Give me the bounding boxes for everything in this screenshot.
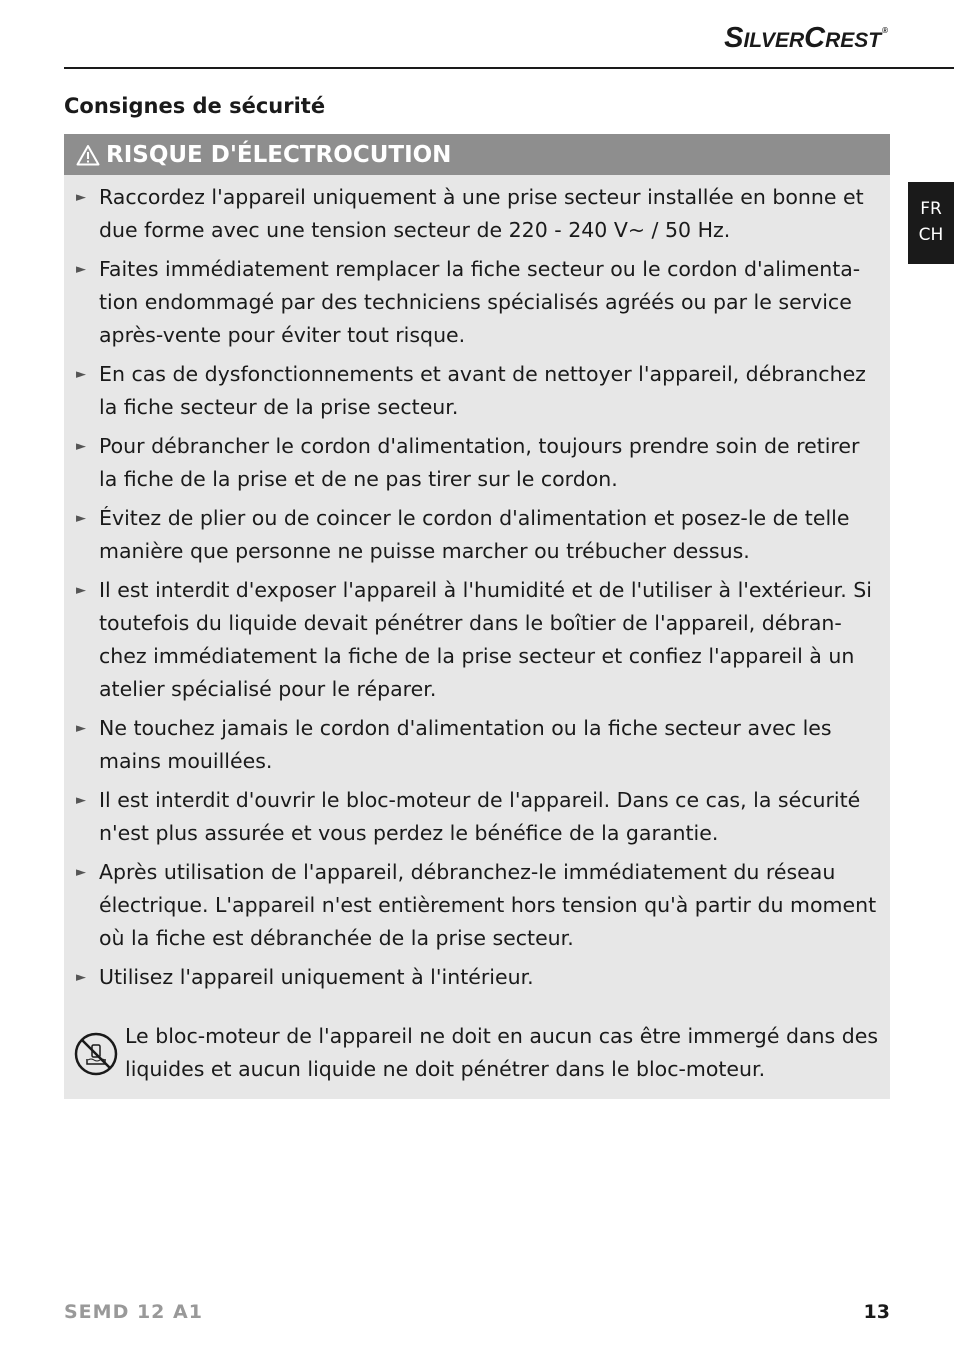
list-item: ► En cas de dysfonctionnements et avant de nettoyer l'appareil, débranchez la fiche secteur de la prise secteur. bbox=[64, 358, 890, 424]
warning-header bbox=[64, 134, 890, 175]
list-item: ► Raccordez l'appareil uniquement à une prise secteur installée en bonne et due forme avec une tension secteur de 220 - 240 V~ / 50 Hz. bbox=[64, 181, 890, 247]
bullet-arrow-icon: ► bbox=[76, 865, 86, 880]
list-item: ► Évitez de plier ou de coincer le cordon d'alimentation et posez-le de telle manière que personne ne puisse marcher ou trébucher dessus. bbox=[64, 502, 890, 568]
warning-triangle-icon bbox=[76, 144, 100, 166]
registered-mark: ® bbox=[882, 26, 888, 35]
bullet-arrow-icon: ► bbox=[76, 511, 86, 526]
list-item: ► Faites immédiatement remplacer la fiche secteur ou le cordon d'alimenta-tion endommagé par des techniciens spécialisés agréés ou par le service après-vente pour éviter tout risque. bbox=[64, 253, 890, 352]
no-immersion-icon bbox=[73, 1031, 119, 1077]
logo-letter-s: S bbox=[724, 22, 744, 54]
language-tab bbox=[908, 182, 954, 264]
section-title: Consignes de sécurité bbox=[64, 94, 326, 118]
bullet-arrow-icon: ► bbox=[76, 262, 86, 277]
immersion-note bbox=[64, 1020, 890, 1086]
logo-ilver: ILVER bbox=[743, 29, 805, 52]
list-item: ► Ne touchez jamais le cordon d'alimentation ou la fiche secteur avec les mains mouillées. bbox=[64, 712, 890, 778]
logo-rest: REST bbox=[825, 29, 882, 52]
bullet-arrow-icon: ► bbox=[76, 793, 86, 808]
header-rule bbox=[64, 67, 954, 69]
bullet-arrow-icon: ► bbox=[76, 367, 86, 382]
list-item: ► Pour débrancher le cordon d'alimentation, toujours prendre soin de retirer la fiche de la prise et de ne pas tirer sur le cordon. bbox=[64, 430, 890, 496]
language-code-ch: CH bbox=[918, 225, 944, 245]
safety-list bbox=[64, 175, 890, 994]
bullet-arrow-icon: ► bbox=[76, 190, 86, 205]
list-item: ► Utilisez l'appareil uniquement à l'intérieur. bbox=[64, 961, 890, 994]
logo-letter-c: C bbox=[804, 22, 826, 54]
language-code-fr: FR bbox=[920, 199, 942, 219]
list-item: ► Il est interdit d'ouvrir le bloc-moteur de l'appareil. Dans ce cas, la sécurité n'est plus assurée et vous perdez le bénéfice de la garantie. bbox=[64, 784, 890, 850]
warning-box bbox=[64, 134, 890, 1099]
brand-logo bbox=[724, 22, 888, 55]
list-item: ► Après utilisation de l'appareil, débranchez-le immédiatement du réseau électrique. L'appareil n'est entièrement hors tension qu'à partir du moment où la fiche est débranchée de la prise secteur. bbox=[64, 856, 890, 955]
footer-model: SEMD 12 A1 bbox=[64, 1301, 203, 1323]
note-text: Le bloc-moteur de l'appareil ne doit en aucun cas être immergé dans des liquides et aucun liquide ne doit pénétrer dans le bloc-moteur. bbox=[125, 1024, 879, 1081]
page-number: 13 bbox=[863, 1301, 890, 1323]
bullet-arrow-icon: ► bbox=[76, 721, 86, 736]
bullet-arrow-icon: ► bbox=[76, 970, 86, 985]
bullet-arrow-icon: ► bbox=[76, 439, 86, 454]
warning-title: RISQUE D'ÉLECTROCUTION bbox=[106, 141, 452, 168]
list-item: ► Il est interdit d'exposer l'appareil à l'humidité et de l'utiliser à l'extérieur. Si toutefois du liquide devait pénétrer dans le boîtier de l'appareil, débran-chez immédiatement la fiche de la prise secteur et confiez l'appareil à un atelier spécialisé pour le réparer. bbox=[64, 574, 890, 706]
bullet-arrow-icon: ► bbox=[76, 583, 86, 598]
